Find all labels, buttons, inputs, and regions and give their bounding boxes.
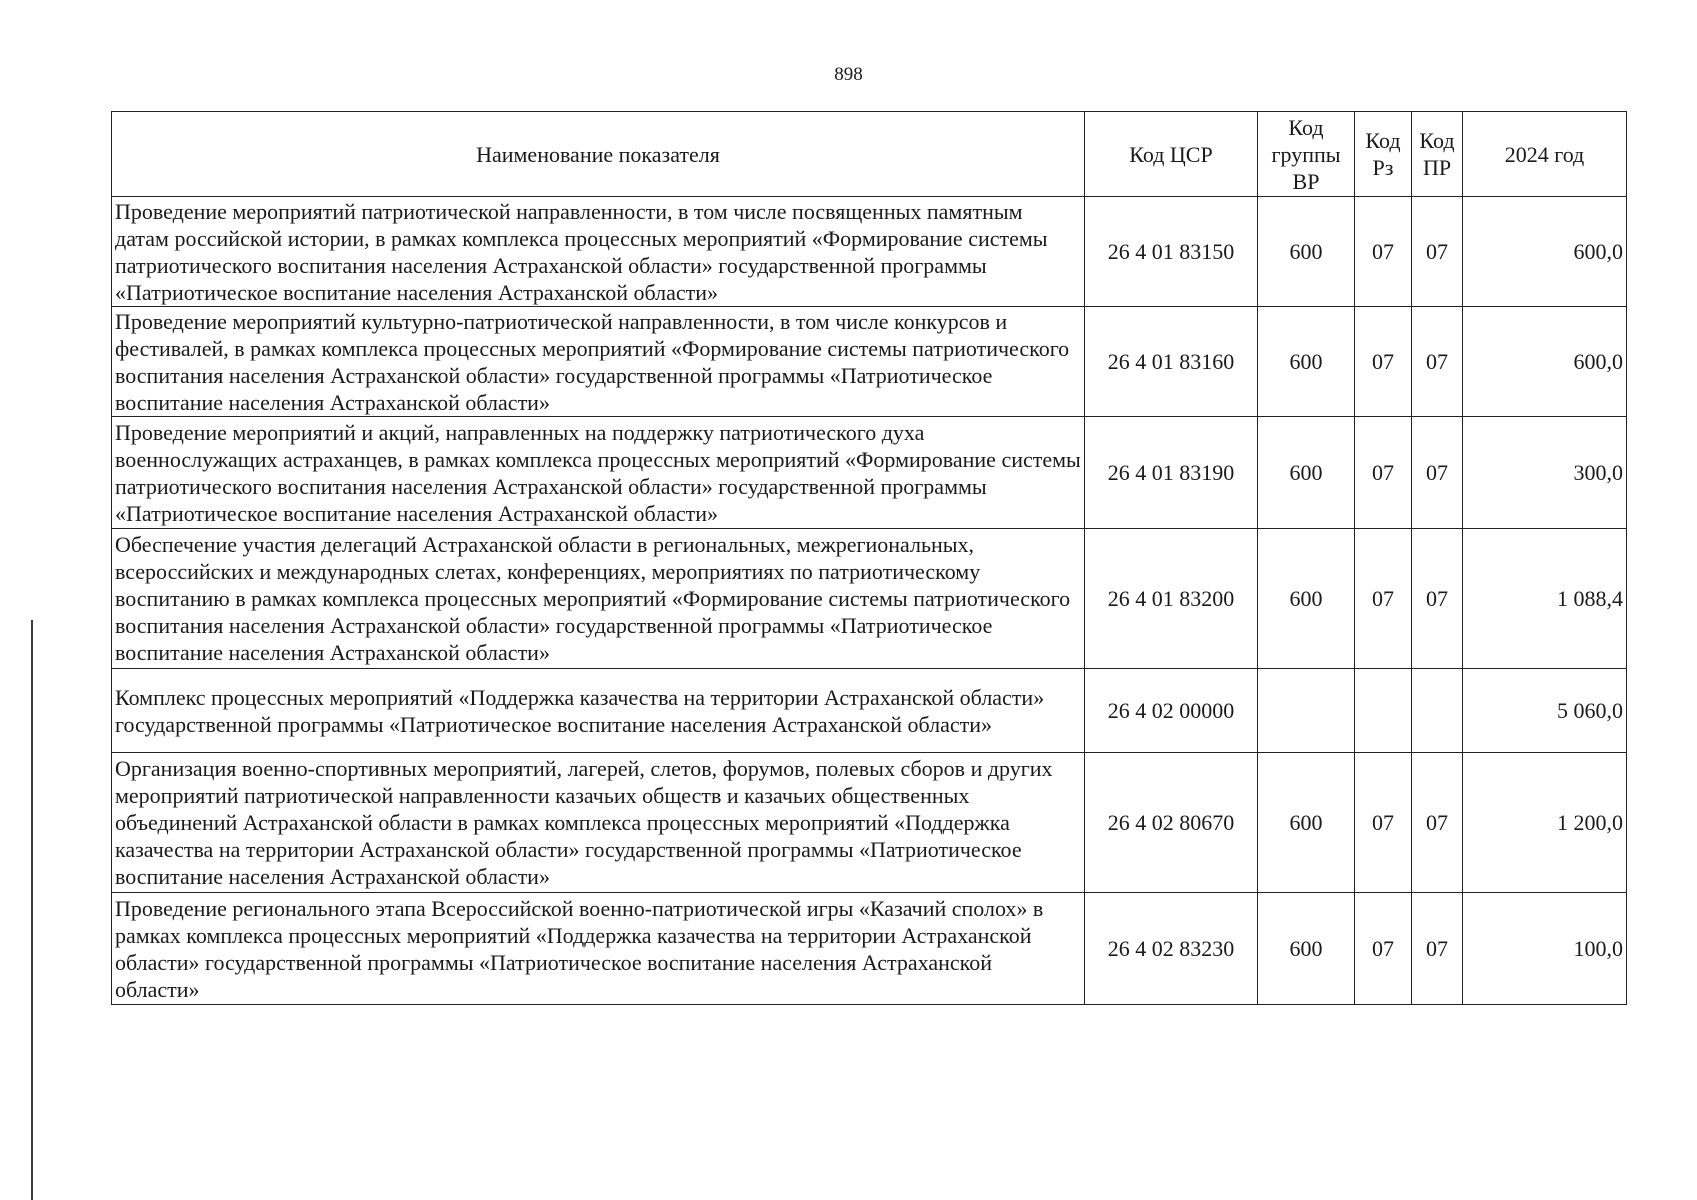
row-amount: 600,0 (1463, 197, 1627, 307)
row-rz (1355, 669, 1412, 753)
row-pr: 07 (1412, 753, 1463, 893)
row-pr (1412, 669, 1463, 753)
row-rz: 07 (1355, 307, 1412, 417)
header-csr: Код ЦСР (1085, 112, 1258, 197)
row-pr: 07 (1412, 197, 1463, 307)
table-row (112, 417, 1627, 529)
budget-table (111, 111, 1627, 1005)
row-vr: 600 (1258, 197, 1355, 307)
row-vr: 600 (1258, 417, 1355, 529)
table-row (112, 753, 1627, 893)
row-amount: 600,0 (1463, 307, 1627, 417)
table-row (112, 529, 1627, 669)
row-amount: 5 060,0 (1463, 669, 1627, 753)
row-vr: 600 (1258, 893, 1355, 1005)
row-csr: 26 4 02 83230 (1085, 893, 1258, 1005)
table-row (112, 307, 1627, 417)
page-number: 898 (834, 64, 863, 85)
row-csr: 26 4 01 83160 (1085, 307, 1258, 417)
row-name: Комплекс процессных мероприятий «Поддержка казачества на территории Астраханской области» государственной программы «Патриотическое воспитание населения Астраханской области» (112, 669, 1085, 753)
row-pr: 07 (1412, 417, 1463, 529)
row-rz: 07 (1355, 893, 1412, 1005)
row-amount: 1 200,0 (1463, 753, 1627, 893)
table-row (112, 197, 1627, 307)
row-rz: 07 (1355, 753, 1412, 893)
table-row (112, 669, 1627, 753)
row-pr: 07 (1412, 307, 1463, 417)
row-csr: 26 4 01 83200 (1085, 529, 1258, 669)
header-vr: Код группы ВР (1258, 112, 1355, 197)
row-vr (1258, 669, 1355, 753)
row-rz: 07 (1355, 197, 1412, 307)
row-rz: 07 (1355, 529, 1412, 669)
scan-edge-line (31, 620, 33, 1200)
header-row (112, 112, 1627, 197)
row-csr: 26 4 02 80670 (1085, 753, 1258, 893)
table-header (112, 112, 1627, 197)
row-csr: 26 4 01 83190 (1085, 417, 1258, 529)
row-pr: 07 (1412, 529, 1463, 669)
header-rz: Код Рз (1355, 112, 1412, 197)
row-rz: 07 (1355, 417, 1412, 529)
row-vr: 600 (1258, 307, 1355, 417)
row-name: Проведение мероприятий культурно-патриотической направленности, в том числе конкурсов и фестивалей, в рамках комплекса процессных мероприятий «Формирование системы патриотического воспитания населения Астраханской области» государственной программы «Патриотическое воспитание населения Астраханской области» (112, 307, 1085, 417)
row-pr: 07 (1412, 893, 1463, 1005)
header-name: Наименование показателя (112, 112, 1085, 197)
row-name: Проведение регионального этапа Всероссийской военно-патриотической игры «Казачий сполох» в рамках комплекса процессных мероприятий «Поддержка казачества на территории Астраханской области» государственной программы «Патриотическое воспитание населения Астраханской области» (112, 893, 1085, 1005)
row-amount: 100,0 (1463, 893, 1627, 1005)
row-name: Обеспечение участия делегаций Астраханской области в региональных, межрегиональных, всероссийских и международных слетах, конференциях, мероприятиях по патриотическому воспитанию в рамках комплекса процессных мероприятий «Формирование системы патриотического воспитания населения Астраханской области» государственной программы «Патриотическое воспитание населения Астраханской области» (112, 529, 1085, 669)
row-name: Проведение мероприятий и акций, направленных на поддержку патриотического духа военнослужащих астраханцев, в рамках комплекса процессных мероприятий «Формирование системы патриотического воспитания населения Астраханской области» государственной программы «Патриотическое воспитание населения Астраханской области» (112, 417, 1085, 529)
row-vr: 600 (1258, 753, 1355, 893)
row-amount: 1 088,4 (1463, 529, 1627, 669)
row-csr: 26 4 02 00000 (1085, 669, 1258, 753)
row-amount: 300,0 (1463, 417, 1627, 529)
row-vr: 600 (1258, 529, 1355, 669)
table-row (112, 893, 1627, 1005)
row-name: Проведение мероприятий патриотической направленности, в том числе посвященных памятным датам российской истории, в рамках комплекса процессных мероприятий «Формирование системы патриотического воспитания населения Астраханской области» государственной программы «Патриотическое воспитание населения Астраханской области» (112, 197, 1085, 307)
row-name: Организация военно-спортивных мероприятий, лагерей, слетов, форумов, полевых сборов и других мероприятий патриотической направленности казачьих обществ и казачьих общественных объединений Астраханской области в рамках комплекса процессных мероприятий «Поддержка казачества на территории Астраханской области» государственной программы «Патриотическое воспитание населения Астраханской области» (112, 753, 1085, 893)
row-csr: 26 4 01 83150 (1085, 197, 1258, 307)
table-body (112, 197, 1627, 1005)
header-pr: Код ПР (1412, 112, 1463, 197)
header-amount: 2024 год (1463, 112, 1627, 197)
